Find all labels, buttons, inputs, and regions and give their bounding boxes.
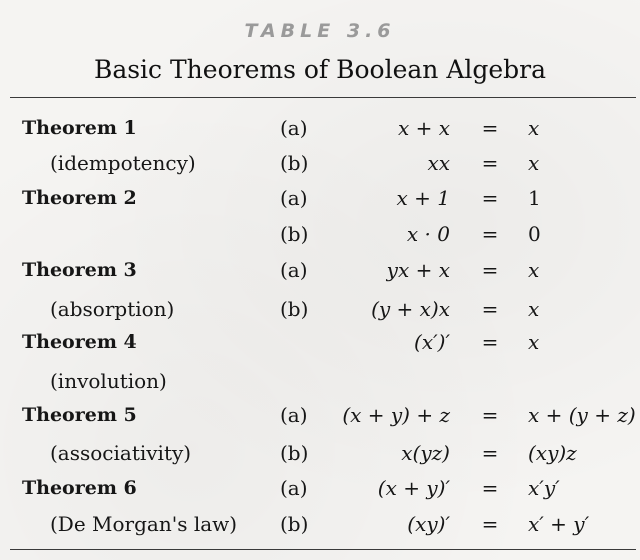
left-expression: x + x [397,116,450,140]
left-expression: yx + x [386,258,450,282]
part-label: (b) [280,512,309,536]
table-row [0,292,640,326]
part-label: (a) [280,476,308,500]
left-expression: (x′)′ [414,330,450,354]
equals-sign: = [481,151,499,175]
right-expression: x′ + y′ [528,512,590,536]
part-label: (b) [280,441,309,465]
table-row [0,181,640,215]
table-row [0,111,640,145]
right-expression: x [528,258,540,282]
table-title: Basic Theorems of Boolean Algebra [93,55,547,84]
theorem-description: (associativity) [50,441,192,465]
theorem-name: Theorem 5 [22,404,137,426]
equals-sign: = [481,258,499,282]
equals-sign: = [481,330,499,354]
table-row [0,507,640,541]
equals-sign: = [481,441,499,465]
table-row [0,217,640,251]
part-label: (b) [280,151,309,175]
table-row [0,325,640,359]
top-rule [10,97,636,98]
right-expression: x [528,330,540,354]
left-expression: x(yz) [401,441,450,465]
theorem-description: (absorption) [50,297,175,321]
table-number: TABLE 3.6 [244,20,396,42]
table-row [0,364,640,398]
equals-sign: = [481,512,499,536]
left-expression: (x + y) + z [342,403,450,427]
left-expression: x + 1 [396,186,450,210]
theorem-name: Theorem 4 [22,331,137,353]
right-expression: x [528,116,540,140]
theorem-name: Theorem 2 [22,187,137,209]
part-label: (a) [280,258,308,282]
table-row [0,436,640,470]
part-label: (b) [280,222,309,246]
theorem-name: Theorem 6 [22,477,137,499]
left-expression: (y + x)x [371,297,450,321]
right-expression: x [528,297,540,321]
theorem-name: Theorem 3 [22,259,137,281]
right-expression: (xy)z [528,441,577,465]
right-expression: x′y′ [528,476,560,500]
table-row [0,471,640,505]
equals-sign: = [481,222,499,246]
equals-sign: = [481,186,499,210]
left-expression: xx [427,151,450,175]
right-expression: x [528,151,540,175]
equals-sign: = [481,116,499,140]
part-label: (a) [280,403,308,427]
table-row [0,146,640,180]
table-row [0,398,640,432]
equals-sign: = [481,297,499,321]
left-expression: (x + y)′ [377,476,450,500]
table-row [0,253,640,287]
part-label: (a) [280,186,308,210]
right-expression: x + (y + z) [528,403,636,427]
part-label: (a) [280,116,308,140]
theorem-description: (involution) [50,369,167,393]
right-expression: 1 [528,186,541,210]
left-expression: (xy)′ [407,512,450,536]
theorem-description: (De Morgan's law) [50,512,238,536]
right-expression: 0 [528,222,541,246]
bottom-rule [10,549,636,550]
part-label: (b) [280,297,309,321]
equals-sign: = [481,403,499,427]
equals-sign: = [481,476,499,500]
left-expression: x · 0 [406,222,450,246]
theorem-name: Theorem 1 [22,117,137,139]
theorem-description: (idempotency) [50,151,196,175]
